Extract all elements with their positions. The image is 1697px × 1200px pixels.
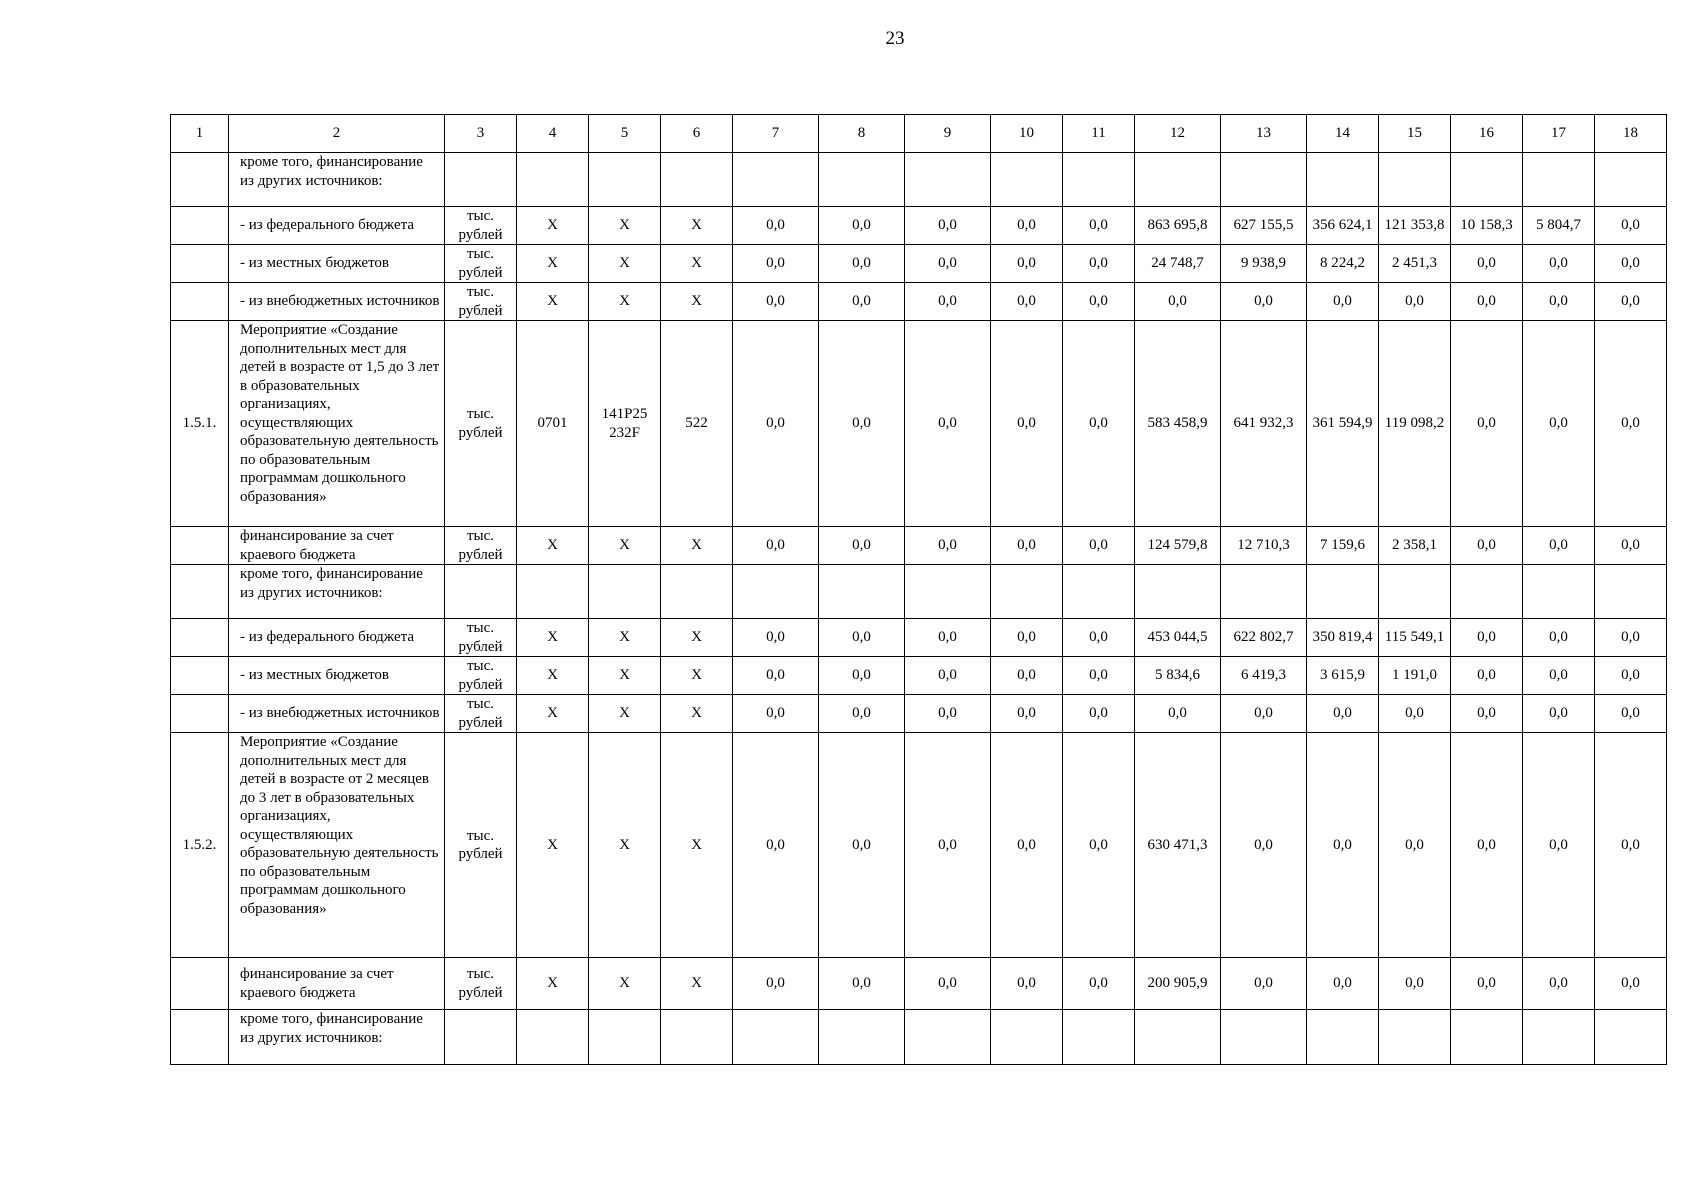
value-cell [517,153,589,207]
value-cell: 0,0 [1063,245,1135,283]
value-cell: Х [517,695,589,733]
table-row [171,527,1667,565]
value-cell [1379,565,1451,619]
unit-cell: тыс. рублей [445,619,517,657]
value-cell: 0,0 [1307,695,1379,733]
value-cell: Х [517,657,589,695]
column-header: 3 [445,115,517,153]
value-cell [1135,1010,1221,1065]
value-cell: 115 549,1 [1379,619,1451,657]
value-cell: 630 471,3 [1135,733,1221,958]
value-cell [589,565,661,619]
value-cell [1063,1010,1135,1065]
value-cell [1221,565,1307,619]
row-description: - из федерального бюджета [229,619,445,657]
value-cell: 121 353,8 [1379,207,1451,245]
value-cell: 0,0 [905,527,991,565]
value-cell [1063,565,1135,619]
value-cell: 0,0 [1595,657,1667,695]
value-cell: 0,0 [733,527,819,565]
value-cell: Х [661,619,733,657]
value-cell: 350 819,4 [1307,619,1379,657]
value-cell: 0,0 [1063,958,1135,1010]
value-cell: 0,0 [991,245,1063,283]
value-cell: Х [589,695,661,733]
value-cell: 0,0 [1595,245,1667,283]
value-cell: 141P25 232F [589,321,661,527]
value-cell [589,1010,661,1065]
value-cell: 0,0 [819,283,905,321]
value-cell [1595,153,1667,207]
value-cell: Х [589,283,661,321]
column-header: 9 [905,115,991,153]
row-number [171,958,229,1010]
value-cell: 0,0 [1451,619,1523,657]
value-cell: Х [661,527,733,565]
value-cell: 0,0 [733,695,819,733]
value-cell: 0,0 [733,958,819,1010]
value-cell [733,1010,819,1065]
value-cell: 0,0 [1523,321,1595,527]
row-description: Мероприятие «Создание дополнительных мест для детей в возрасте от 1,5 до 3 лет в образовательных организациях, осуществляющих образовательную деятельность по образовательным программам дошкольного образования» [229,321,445,527]
value-cell: 0,0 [1595,695,1667,733]
value-cell: 0,0 [1221,283,1307,321]
value-cell: 863 695,8 [1135,207,1221,245]
value-cell: 361 594,9 [1307,321,1379,527]
row-number [171,207,229,245]
value-cell: Х [661,695,733,733]
column-header: 1 [171,115,229,153]
value-cell: 0,0 [1379,958,1451,1010]
table-row [171,321,1667,527]
value-cell: 0,0 [905,245,991,283]
value-cell [905,1010,991,1065]
value-cell [1307,565,1379,619]
value-cell: 0,0 [1451,695,1523,733]
column-header: 14 [1307,115,1379,153]
value-cell [1307,1010,1379,1065]
value-cell: 0,0 [1523,527,1595,565]
unit-cell: тыс. рублей [445,283,517,321]
value-cell: 0,0 [1523,958,1595,1010]
value-cell: 0,0 [819,695,905,733]
value-cell: 0,0 [1451,283,1523,321]
value-cell: Х [517,283,589,321]
value-cell [1523,153,1595,207]
value-cell: 356 624,1 [1307,207,1379,245]
value-cell [1595,1010,1667,1065]
value-cell [1307,153,1379,207]
unit-cell: тыс. рублей [445,657,517,695]
value-cell: 641 932,3 [1221,321,1307,527]
table-row [171,619,1667,657]
value-cell: 0,0 [1135,695,1221,733]
value-cell [1379,153,1451,207]
value-cell: 583 458,9 [1135,321,1221,527]
budget-table [170,114,1667,1065]
row-description: кроме того, финансирование из других источников: [229,153,445,207]
value-cell: Х [589,207,661,245]
value-cell [733,153,819,207]
value-cell: Х [589,657,661,695]
row-number [171,619,229,657]
value-cell: 0,0 [1523,619,1595,657]
value-cell: Х [661,283,733,321]
value-cell: 0,0 [1063,207,1135,245]
value-cell: 0,0 [733,321,819,527]
row-number [171,695,229,733]
value-cell: 3 615,9 [1307,657,1379,695]
value-cell [661,565,733,619]
value-cell: 0,0 [991,733,1063,958]
value-cell [905,153,991,207]
column-header: 17 [1523,115,1595,153]
value-cell: 0,0 [1451,657,1523,695]
value-cell: Х [517,733,589,958]
column-header: 15 [1379,115,1451,153]
value-cell [905,565,991,619]
value-cell: 0,0 [905,619,991,657]
table-row [171,1010,1667,1065]
value-cell: 0,0 [1523,657,1595,695]
value-cell: 1 191,0 [1379,657,1451,695]
column-header: 10 [991,115,1063,153]
table-row [171,283,1667,321]
column-header: 12 [1135,115,1221,153]
value-cell: 0,0 [733,619,819,657]
value-cell: 0,0 [905,207,991,245]
value-cell: 0,0 [1595,321,1667,527]
value-cell: Х [589,245,661,283]
row-number [171,527,229,565]
row-number [171,1010,229,1065]
value-cell: 0,0 [1063,527,1135,565]
value-cell: Х [517,527,589,565]
column-header: 18 [1595,115,1667,153]
value-cell: 0,0 [1595,283,1667,321]
unit-cell [445,565,517,619]
value-cell: 0,0 [819,958,905,1010]
value-cell [1595,565,1667,619]
value-cell: 0,0 [1595,207,1667,245]
row-description: кроме того, финансирование из других источников: [229,1010,445,1065]
value-cell: Х [517,958,589,1010]
value-cell: 0,0 [991,619,1063,657]
row-description: - из внебюджетных источников [229,283,445,321]
value-cell: 0,0 [991,207,1063,245]
table-row [171,958,1667,1010]
row-number [171,565,229,619]
value-cell [517,565,589,619]
value-cell [661,153,733,207]
value-cell: 0,0 [1523,733,1595,958]
row-number [171,657,229,695]
column-header: 4 [517,115,589,153]
value-cell: 0,0 [819,657,905,695]
value-cell: Х [661,657,733,695]
unit-cell: тыс. рублей [445,733,517,958]
value-cell: 0,0 [1063,283,1135,321]
value-cell: 0,0 [991,695,1063,733]
value-cell: 0,0 [733,207,819,245]
value-cell: 200 905,9 [1135,958,1221,1010]
value-cell: 0,0 [1451,245,1523,283]
value-cell: 0,0 [905,321,991,527]
value-cell: Х [661,733,733,958]
value-cell [1451,1010,1523,1065]
value-cell: 0,0 [1523,695,1595,733]
unit-cell: тыс. рублей [445,958,517,1010]
value-cell: 0,0 [1379,733,1451,958]
row-description: - из местных бюджетов [229,245,445,283]
column-header: 8 [819,115,905,153]
table-row [171,245,1667,283]
value-cell: 0,0 [733,283,819,321]
column-header: 7 [733,115,819,153]
value-cell: 0,0 [991,657,1063,695]
table-row [171,153,1667,207]
value-cell: Х [661,245,733,283]
value-cell [1379,1010,1451,1065]
value-cell: 0,0 [1379,283,1451,321]
value-cell: Х [589,527,661,565]
value-cell: 0,0 [1221,695,1307,733]
value-cell: 0,0 [991,527,1063,565]
value-cell: 0,0 [1135,283,1221,321]
value-cell [1523,1010,1595,1065]
value-cell [1523,565,1595,619]
value-cell: 10 158,3 [1451,207,1523,245]
value-cell: 0,0 [1523,283,1595,321]
value-cell [991,1010,1063,1065]
value-cell: 0,0 [1307,958,1379,1010]
value-cell: 0,0 [1451,958,1523,1010]
table-row [171,207,1667,245]
column-header: 6 [661,115,733,153]
value-cell [661,1010,733,1065]
value-cell: 12 710,3 [1221,527,1307,565]
value-cell [1221,1010,1307,1065]
row-description: Мероприятие «Создание дополнительных мест для детей в возрасте от 2 месяцев до 3 лет в образовательных организациях, осуществляющих образовательную деятельность по образовательным программам дошкольного образования» [229,733,445,958]
value-cell: 5 804,7 [1523,207,1595,245]
table-row [171,565,1667,619]
column-header: 2 [229,115,445,153]
value-cell: 124 579,8 [1135,527,1221,565]
table-row [171,733,1667,958]
value-cell: 0,0 [991,283,1063,321]
value-cell: 0,0 [1451,321,1523,527]
value-cell: 0,0 [991,958,1063,1010]
value-cell [517,1010,589,1065]
row-number: 1.5.1. [171,321,229,527]
value-cell: 0,0 [1063,321,1135,527]
value-cell: 9 938,9 [1221,245,1307,283]
value-cell: 0,0 [991,321,1063,527]
unit-cell: тыс. рублей [445,695,517,733]
value-cell: Х [589,958,661,1010]
unit-cell [445,1010,517,1065]
column-header: 13 [1221,115,1307,153]
value-cell [1451,565,1523,619]
unit-cell: тыс. рублей [445,527,517,565]
unit-cell: тыс. рублей [445,207,517,245]
value-cell [1451,153,1523,207]
value-cell: 0,0 [905,657,991,695]
value-cell [819,153,905,207]
row-number [171,283,229,321]
row-number [171,245,229,283]
value-cell: 522 [661,321,733,527]
value-cell: 2 451,3 [1379,245,1451,283]
value-cell [1135,565,1221,619]
value-cell: Х [517,619,589,657]
value-cell: 7 159,6 [1307,527,1379,565]
value-cell: 0,0 [1221,958,1307,1010]
value-cell: 0,0 [1063,733,1135,958]
page-number: 23 [885,28,905,49]
column-header: 5 [589,115,661,153]
table-row [171,695,1667,733]
column-header: 11 [1063,115,1135,153]
value-cell: 0,0 [733,657,819,695]
value-cell: 0,0 [1063,695,1135,733]
value-cell [1063,153,1135,207]
row-description: кроме того, финансирование из других источников: [229,565,445,619]
value-cell: Х [517,207,589,245]
value-cell: 0,0 [1451,527,1523,565]
row-number: 1.5.2. [171,733,229,958]
row-number [171,153,229,207]
value-cell: Х [661,207,733,245]
value-cell: 627 155,5 [1221,207,1307,245]
value-cell: 0,0 [1595,527,1667,565]
value-cell: 0,0 [1595,619,1667,657]
value-cell [991,565,1063,619]
value-cell: 8 224,2 [1307,245,1379,283]
table-body [171,115,1667,1065]
row-description: финансирование за счет краевого бюджета [229,958,445,1010]
value-cell: 24 748,7 [1135,245,1221,283]
value-cell: 6 419,3 [1221,657,1307,695]
value-cell: 0,0 [1451,733,1523,958]
value-cell: 119 098,2 [1379,321,1451,527]
value-cell: 0,0 [819,207,905,245]
value-cell [1221,153,1307,207]
value-cell: 0,0 [905,283,991,321]
value-cell: 0,0 [905,733,991,958]
row-description: финансирование за счет краевого бюджета [229,527,445,565]
value-cell: 0,0 [1063,657,1135,695]
column-header: 16 [1451,115,1523,153]
unit-cell: тыс. рублей [445,321,517,527]
value-cell: 0,0 [1307,283,1379,321]
value-cell: 453 044,5 [1135,619,1221,657]
value-cell: 0,0 [1523,245,1595,283]
value-cell: 0,0 [819,321,905,527]
value-cell [819,565,905,619]
value-cell: 0,0 [1307,733,1379,958]
value-cell: 0,0 [1379,695,1451,733]
value-cell: 0,0 [1063,619,1135,657]
value-cell: 2 358,1 [1379,527,1451,565]
value-cell: 0,0 [1221,733,1307,958]
value-cell: 0701 [517,321,589,527]
value-cell: Х [517,245,589,283]
value-cell: 0,0 [905,695,991,733]
value-cell [733,565,819,619]
value-cell [991,153,1063,207]
value-cell: 0,0 [819,733,905,958]
value-cell: Х [589,733,661,958]
value-cell [589,153,661,207]
value-cell: 0,0 [733,733,819,958]
value-cell: 0,0 [819,527,905,565]
value-cell: 0,0 [905,958,991,1010]
value-cell: Х [661,958,733,1010]
value-cell: 5 834,6 [1135,657,1221,695]
value-cell: 622 802,7 [1221,619,1307,657]
value-cell [1135,153,1221,207]
value-cell: 0,0 [1595,733,1667,958]
row-description: - из местных бюджетов [229,657,445,695]
value-cell [819,1010,905,1065]
value-cell: 0,0 [1595,958,1667,1010]
header-row [171,115,1667,153]
value-cell: 0,0 [819,619,905,657]
table-row [171,657,1667,695]
row-description: - из федерального бюджета [229,207,445,245]
value-cell: 0,0 [819,245,905,283]
value-cell: 0,0 [733,245,819,283]
value-cell: Х [589,619,661,657]
unit-cell: тыс. рублей [445,245,517,283]
row-description: - из внебюджетных источников [229,695,445,733]
unit-cell [445,153,517,207]
